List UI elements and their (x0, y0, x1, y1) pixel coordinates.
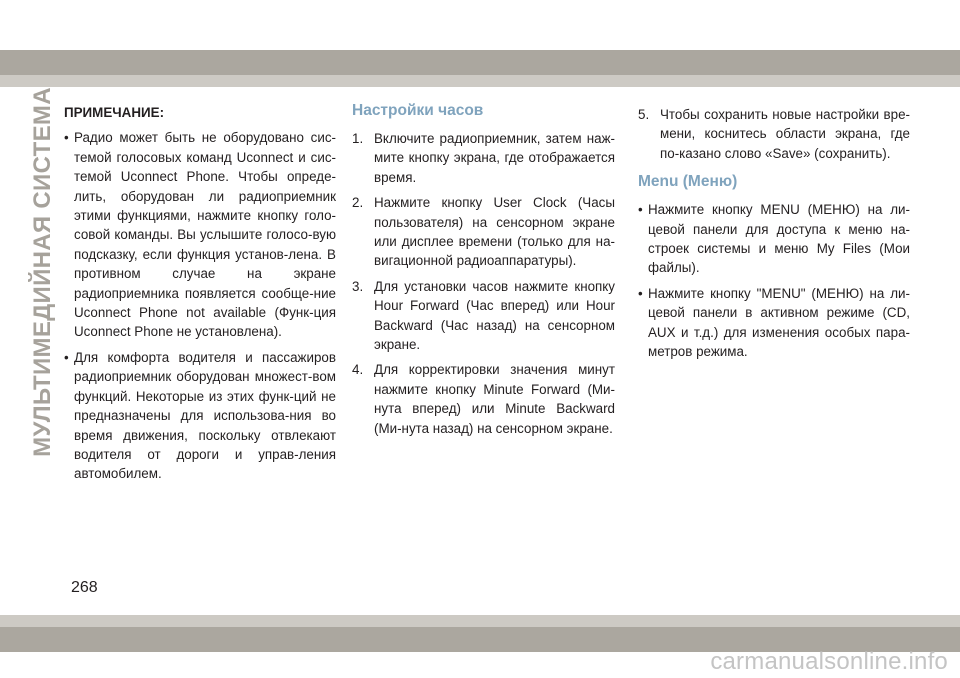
menu-bullet-1 (638, 200, 910, 278)
clock-settings-heading: Настройки часов (352, 102, 484, 119)
bullet-marker: • (638, 202, 643, 218)
step-text: Включите радиоприемник, затем наж-мите кнопку экрана, где отображается время. (374, 131, 615, 185)
clock-step-2 (352, 193, 615, 271)
step-number: 2. (352, 195, 364, 211)
bullet-marker: • (64, 349, 69, 365)
step-text: Для установки часов нажмите кнопку Hour Forward (Час вперед) или Hour Backward (Час назад) на сенсорном экране. (374, 278, 615, 353)
page-number: 268 (71, 579, 98, 596)
clock-step-1 (352, 129, 615, 187)
menu-bullet-text: Нажмите кнопку "MENU" (МЕНЮ) на ли-цевой панели в активном режиме (CD, AUX и т.д.) для изменения особых пара-метров режима. (648, 285, 910, 360)
step-text: Чтобы сохранить новые настройки вре-мени, коснитесь области экрана, где по-казано слово «Save» (сохранить). (660, 107, 910, 161)
column-right (638, 105, 910, 367)
step-text: Для корректировки значения минут нажмите кнопку Minute Forward (Ми-нута вперед) или Minute Backward (Ми-нута назад) на сенсорном экране. (374, 362, 615, 436)
note-bullet-2 (64, 348, 336, 484)
menu-bullet-2 (638, 284, 910, 362)
step-number: 1. (352, 131, 364, 146)
watermark-text: carmanualsonline.info (710, 648, 948, 675)
note-title: ПРИМЕЧАНИЕ: (64, 105, 165, 120)
clock-step-3 (352, 277, 615, 355)
header-band-light (0, 75, 960, 87)
side-section-title-text: МУЛЬТИМЕДИЙНАЯ СИСТЕМА (29, 87, 57, 457)
header-band-dark (0, 50, 960, 75)
menu-heading: Menu (Меню) (638, 173, 738, 191)
note-bullet-text: Радио может быть не оборудовано сис-темой голосовых команд Uconnect и сис-темой Uconnect Phone. Чтобы опреде-лить, оборудован ли радиоприемник этими функциями, нажмите кнопку голо-совой команды. Вы услышите голосо-вую подсказку, если функция установ-лена. В противном случае на экране радиоприемника появляется сообще-ние Uconnect Phone not available (Функ-ция Uconnect Phone не установлена). (74, 130, 336, 340)
column-middle (352, 101, 615, 444)
side-section-title (27, 87, 59, 457)
note-bullet-1 (64, 128, 336, 341)
menu-bullet-text: Нажмите кнопку MENU (МЕНЮ) на ли-цевой панели для доступа к меню на-строек системы и меню My Files (Мои файлы). (648, 202, 910, 276)
note-bullet-text: Для комфорта водителя и пассажиров радиоприемник оборудован множест-вом функций. Некоторые из этих функ-ций не предназначены для использова-ния во время движения, поскольку отвлекают водителя от дороги и управ-ления автомобилем. (74, 349, 336, 482)
step-text: Нажмите кнопку User Clock (Часы пользователя) на сенсорном экране или дисплее времени (только для на-вигационной радиоаппаратуры). (374, 195, 615, 269)
footer-band-light (0, 615, 960, 627)
step-number: 3. (352, 278, 364, 294)
bullet-marker: • (64, 130, 69, 146)
clock-step-5 (638, 105, 910, 163)
step-number: 4. (352, 362, 364, 378)
clock-step-4 (352, 360, 615, 438)
bullet-marker: • (638, 285, 643, 301)
column-left (64, 103, 336, 490)
step-number: 5. (638, 107, 650, 122)
